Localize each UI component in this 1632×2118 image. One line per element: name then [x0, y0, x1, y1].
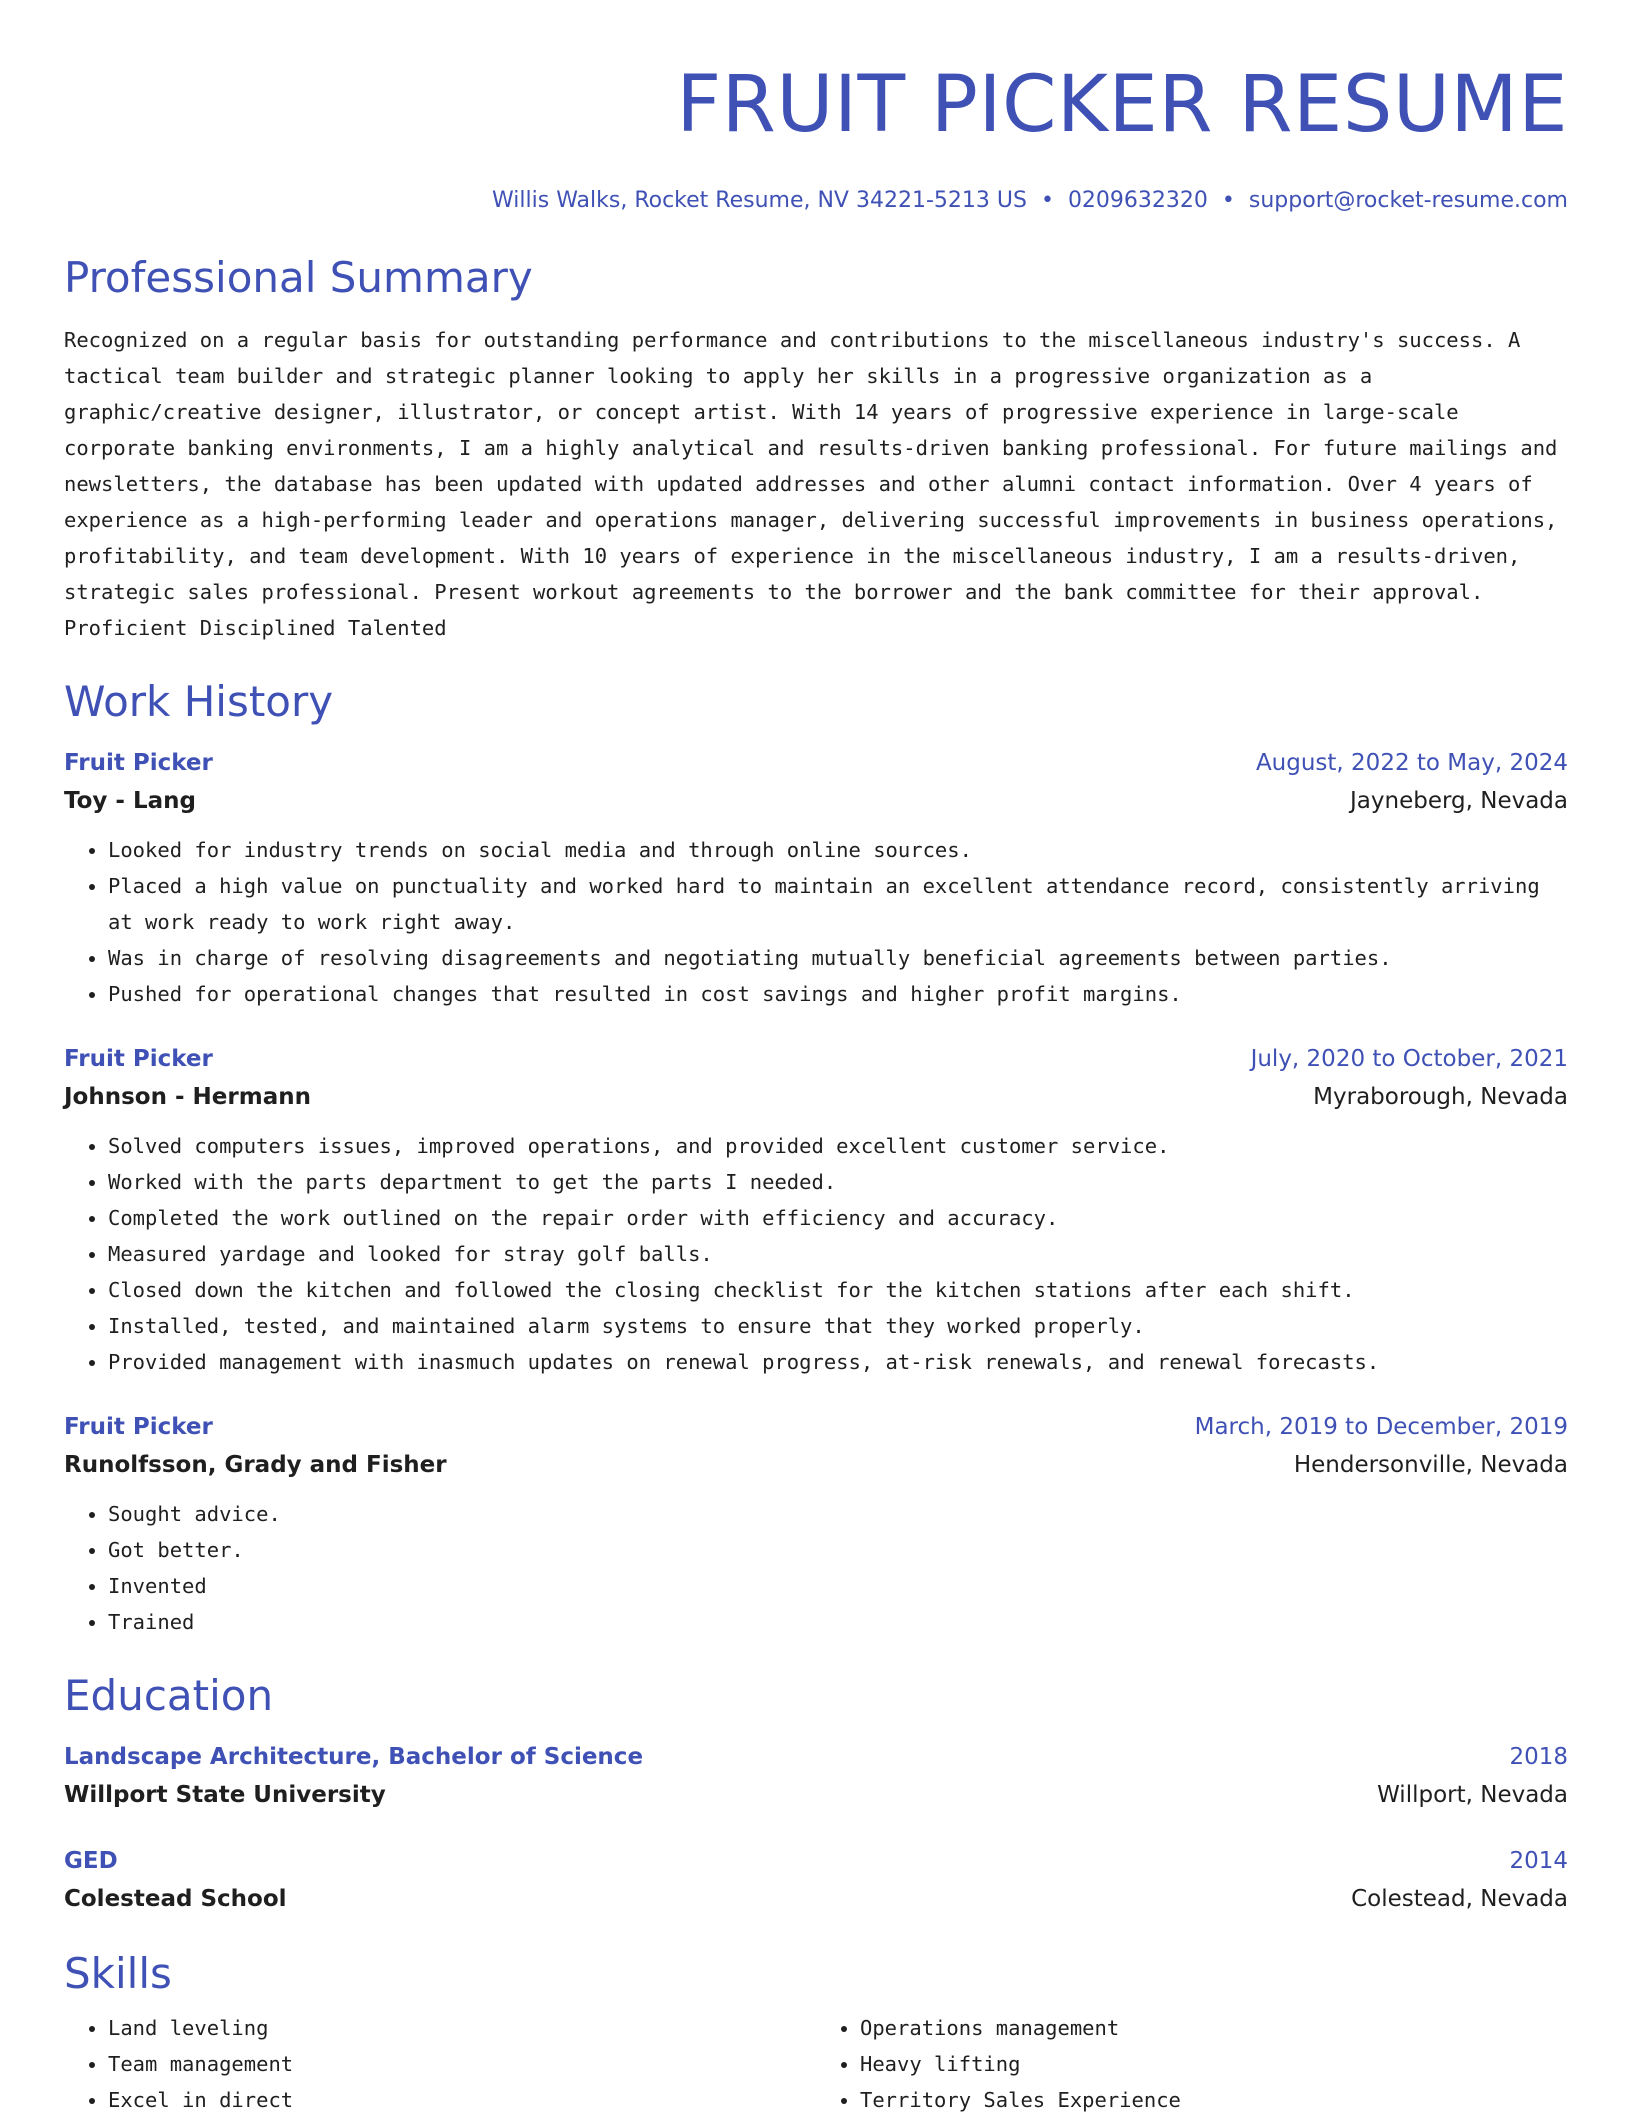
job-bullets	[64, 1128, 1568, 1380]
work-history-heading: Work History	[64, 677, 334, 726]
resume-title: FRUIT PICKER RESUME	[676, 60, 1568, 150]
education-location: Willport, Nevada	[1377, 1782, 1568, 1808]
education-degree: GED	[64, 1848, 118, 1874]
job-bullet: • Was in charge of resolving disagreements and negotiating mutually beneficial agreements between parties.	[108, 940, 1568, 976]
job-title: Fruit Picker	[64, 1046, 213, 1072]
education-entry	[64, 1738, 1568, 1814]
job-bullet: • Completed the work outlined on the repair order with efficiency and accuracy.	[108, 1200, 1568, 1236]
education-heading: Education	[64, 1671, 274, 1720]
skills-list	[64, 2010, 1568, 2118]
job-bullet: • Looked for industry trends on social media and through online sources.	[108, 832, 1568, 868]
summary-text: Recognized on a regular basis for outstanding performance and contributions to the miscellaneous industry's success. A tactical team builder and strategic planner looking to apply her skills in a progressive organization as a graphic/creative designer, illustrator, or concept artist. With 14 years of progressive experience in large-scale corporate banking environments, I am a highly analytical and results-driven banking professional. For future mailings and newsletters, the database has been updated with updated addresses and other alumni contact information. Over 4 years of experience as a high-performing leader and operations manager, delivering successful improvements in business operations, profitability, and team development. With 10 years of experience in the miscellaneous industry, I am a results-driven, strategic sales professional. Present workout agreements to the borrower and the bank committee for their approval. Proficient Disciplined Talented	[64, 328, 1558, 640]
job-title: Fruit Picker	[64, 1414, 213, 1440]
job-company: Toy - Lang	[64, 788, 197, 814]
contact-address: Willis Walks, Rocket Resume, NV 34221-5213 US	[492, 188, 1027, 213]
job-bullet: • Trained	[108, 1604, 1568, 1640]
skill-item: • Heavy lifting	[860, 2046, 1568, 2082]
job-bullet: • Sought advice.	[108, 1496, 1568, 1532]
skill-item: • Operations management	[860, 2010, 1568, 2046]
job-bullets	[64, 832, 1568, 1012]
resume-header	[64, 50, 1568, 216]
education-school: Colestead School	[64, 1886, 287, 1912]
skill-item: • Land leveling	[108, 2010, 816, 2046]
contact-separator: •	[1221, 188, 1235, 213]
job-bullets	[64, 1496, 1568, 1640]
job-location: Jayneberg, Nevada	[1350, 788, 1568, 814]
job-dates: March, 2019 to December, 2019	[1194, 1414, 1568, 1440]
job-entry	[64, 744, 1568, 1012]
job-bullet: • Closed down the kitchen and followed the closing checklist for the kitchen stations after each shift.	[108, 1272, 1568, 1308]
contact-phone: 0209632320	[1067, 188, 1208, 213]
education-year: 2018	[1509, 1744, 1568, 1770]
job-bullet: • Worked with the parts department to get the parts I needed.	[108, 1164, 1568, 1200]
skills-heading: Skills	[64, 1949, 172, 1998]
job-bullet: • Solved computers issues, improved operations, and provided excellent customer service.	[108, 1128, 1568, 1164]
education-year: 2014	[1509, 1848, 1568, 1874]
skills-column-left	[64, 2010, 816, 2118]
job-bullet: • Invented	[108, 1568, 1568, 1604]
job-bullet: • Installed, tested, and maintained alarm systems to ensure that they worked properly.	[108, 1308, 1568, 1344]
summary-heading: Professional Summary	[64, 253, 533, 302]
education-school: Willport State University	[64, 1782, 386, 1808]
job-bullet: • Pushed for operational changes that resulted in cost savings and higher profit margins.	[108, 976, 1568, 1012]
job-bullet: • Got better.	[108, 1532, 1568, 1568]
job-company: Runolfsson, Grady and Fisher	[64, 1452, 447, 1478]
job-title: Fruit Picker	[64, 750, 213, 776]
job-bullet: • Placed a high value on punctuality and worked hard to maintain an excellent attendance record, consistently arriving at work ready to work right away.	[108, 868, 1568, 940]
job-location: Myraborough, Nevada	[1313, 1084, 1568, 1110]
job-dates: August, 2022 to May, 2024	[1255, 750, 1568, 776]
job-dates: July, 2020 to October, 2021	[1250, 1046, 1568, 1072]
job-bullet: • Measured yardage and looked for stray golf balls.	[108, 1236, 1568, 1272]
contact-line	[64, 186, 1568, 216]
education-location: Colestead, Nevada	[1351, 1886, 1568, 1912]
contact-separator: •	[1040, 188, 1054, 213]
job-entry	[64, 1040, 1568, 1380]
contact-email[interactable]: support@rocket-resume.com	[1248, 188, 1568, 213]
education-degree: Landscape Architecture, Bachelor of Science	[64, 1744, 644, 1770]
job-entry	[64, 1408, 1568, 1640]
skill-item: • Team management	[108, 2046, 816, 2082]
education-entry	[64, 1842, 1568, 1918]
job-bullet: • Provided management with inasmuch updates on renewal progress, at-risk renewals, and renewal forecasts.	[108, 1344, 1568, 1380]
skill-item: • Excel in direct	[108, 2082, 816, 2118]
skill-item: • Territory Sales Experience	[860, 2082, 1568, 2118]
job-company: Johnson - Hermann	[64, 1084, 311, 1110]
job-location: Hendersonville, Nevada	[1293, 1452, 1568, 1478]
skills-column-right	[816, 2010, 1568, 2118]
